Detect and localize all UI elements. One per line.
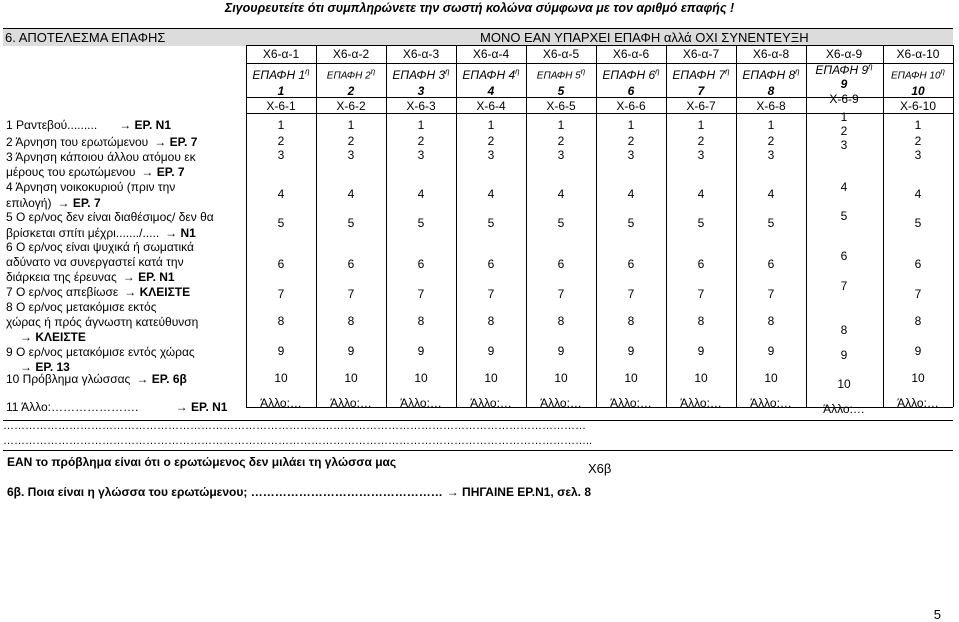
- other-option: 11 Άλλο:…………………. → ΕΡ. Ν1: [6, 400, 228, 414]
- column-code: X6-α-1: [262, 47, 300, 61]
- answer-code[interactable]: 9: [627, 344, 635, 358]
- answer-code[interactable]: 7: [557, 287, 565, 301]
- answer-code[interactable]: 3: [767, 148, 775, 162]
- instruction-note: Σιγουρευτείτε ότι συμπληρώνετε την σωστή κολώνα σύμφωνα με τον αριθμό επαφής !: [224, 1, 735, 15]
- answer-option-text: 3 Άρνηση κάποιου άλλου ατόμου εκ: [6, 150, 196, 164]
- answer-code[interactable]: 1: [767, 118, 775, 132]
- answer-code[interactable]: 8: [840, 323, 848, 337]
- answer-code[interactable]: 3: [697, 148, 705, 162]
- answer-code[interactable]: 10: [911, 371, 925, 385]
- contact-number: 9: [840, 77, 848, 91]
- answer-code[interactable]: 8: [277, 314, 285, 328]
- answer-option-text: 6 Ο ερ/νος είναι ψυχικά ή σωματικά: [6, 240, 194, 254]
- contact-number: 5: [557, 84, 565, 98]
- contact-label: ΕΠΑΦΗ $1^\eta$: [252, 67, 310, 82]
- answer-code[interactable]: 1: [417, 118, 425, 132]
- answer-code[interactable]: 1: [347, 118, 355, 132]
- answer-code[interactable]: 4: [697, 187, 705, 201]
- question-6b: 6β. Ποια είναι η γλώσσα του ερωτώμενου; ………………………………………… → ΠΗΓΑΙΝΕ ΕΡ.Ν1, σελ. 8: [7, 485, 592, 499]
- answer-code[interactable]: 9: [417, 344, 425, 358]
- answer-option-text: 1 Ραντεβού......... → ΕΡ. Ν1: [6, 118, 172, 132]
- answer-code[interactable]: 8: [557, 314, 565, 328]
- answer-code[interactable]: 6: [627, 257, 635, 271]
- other-cell[interactable]: Άλλο:…: [680, 396, 722, 410]
- answer-code[interactable]: 10: [414, 371, 428, 385]
- contact-label: ΕΠΑΦΗ $3^\eta$: [392, 67, 450, 82]
- answer-code[interactable]: 1: [487, 118, 495, 132]
- answer-code[interactable]: 4: [277, 187, 285, 201]
- dotted-line-1[interactable]: ……………………………………………………………………………………………………………………………………………: [3, 420, 586, 432]
- answer-code[interactable]: 7: [417, 287, 425, 301]
- answer-code[interactable]: 8: [627, 314, 635, 328]
- answer-code[interactable]: 3: [914, 148, 922, 162]
- answer-code[interactable]: 5: [277, 216, 285, 230]
- contact-label: ΕΠΑΦΗ $5^\eta$: [536, 67, 586, 82]
- answer-code[interactable]: 7: [627, 287, 635, 301]
- answer-option-text: 2 Άρνηση του ερωτώμενου → ΕΡ. 7: [6, 135, 198, 149]
- other-cell[interactable]: Άλλο:…: [610, 396, 652, 410]
- answer-code[interactable]: 7: [914, 287, 922, 301]
- answer-code[interactable]: 9: [487, 344, 495, 358]
- answer-option-text: 5 Ο ερ/νος δεν είναι διαθέσιμος/ δεν θα: [6, 210, 214, 224]
- answer-code[interactable]: 2: [914, 134, 922, 148]
- page-number: 5: [933, 607, 941, 622]
- contact-number: 1: [277, 84, 285, 98]
- language-condition: ΕΑΝ το πρόβλημα είναι ότι ο ερωτώμενος δεν μιλάει τη γλώσσα μας: [7, 455, 397, 469]
- other-cell[interactable]: Άλλο:…: [470, 396, 512, 410]
- column-code: X6-α-6: [612, 47, 650, 61]
- answer-code[interactable]: 8: [914, 314, 922, 328]
- column-subcode: X-6-4: [476, 99, 506, 113]
- language-code: X6β: [588, 461, 612, 476]
- answer-code[interactable]: 7: [487, 287, 495, 301]
- answer-code[interactable]: 9: [914, 344, 922, 358]
- contact-number: 10: [911, 84, 925, 98]
- answer-option-text: βρίσκεται σπίτι μέχρι......./..... → Ν1: [6, 226, 196, 240]
- column-subcode: X-6-10: [899, 99, 937, 113]
- contact-label: ΕΠΑΦΗ $7^\eta$: [672, 67, 730, 82]
- answer-code[interactable]: 5: [767, 216, 775, 230]
- answer-code[interactable]: 2: [840, 124, 848, 138]
- answer-code[interactable]: 3: [347, 148, 355, 162]
- other-cell[interactable]: Άλλο:…: [400, 396, 442, 410]
- answer-code[interactable]: 2: [767, 134, 775, 148]
- answer-option-text: μέρους του ερωτώμενου → ΕΡ. 7: [6, 165, 185, 179]
- answer-code[interactable]: 9: [277, 344, 285, 358]
- answer-code[interactable]: 10: [554, 371, 568, 385]
- contact-number: 6: [627, 84, 635, 98]
- section-banner: [3, 28, 953, 46]
- answer-code[interactable]: 2: [417, 134, 425, 148]
- answer-code[interactable]: 7: [767, 287, 775, 301]
- answer-code[interactable]: 1: [697, 118, 705, 132]
- answer-code[interactable]: 4: [487, 187, 495, 201]
- answer-code[interactable]: 9: [767, 344, 775, 358]
- other-cell[interactable]: Άλλο:…: [897, 396, 939, 410]
- answer-code[interactable]: 5: [697, 216, 705, 230]
- answer-option-text: → ΕΡ. 13: [20, 360, 70, 374]
- contact-label: ΕΠΑΦΗ $8^\eta$: [742, 67, 800, 82]
- answer-option-text: → ΚΛΕΙΣΤΕ: [20, 330, 86, 344]
- answer-option-text: διάρκεια της έρευνας → ΕΡ. Ν1: [6, 270, 175, 284]
- answer-option-text: 9 Ο ερ/νος μετακόμισε εντός χώρας: [6, 345, 195, 359]
- other-cell[interactable]: Άλλο:…: [750, 396, 792, 410]
- answer-code[interactable]: 8: [417, 314, 425, 328]
- answer-code[interactable]: 5: [840, 209, 848, 223]
- answer-code[interactable]: 2: [347, 134, 355, 148]
- section-condition: ΜΟΝΟ ΕΑΝ ΥΠΑΡΧΕΙ ΕΠΑΦΗ αλλά ΟΧΙ ΣΥΝΕΝΤΕΥΞΗ: [480, 30, 809, 45]
- answer-code[interactable]: 10: [344, 371, 358, 385]
- answer-code[interactable]: 5: [557, 216, 565, 230]
- answer-code[interactable]: 6: [277, 257, 285, 271]
- column-code: X6-α-4: [472, 47, 510, 61]
- answer-code[interactable]: 5: [347, 216, 355, 230]
- answer-code[interactable]: 2: [277, 134, 285, 148]
- answer-code[interactable]: 6: [557, 257, 565, 271]
- answer-code[interactable]: 6: [347, 257, 355, 271]
- other-cell[interactable]: Άλλο:…: [330, 396, 372, 410]
- answer-code[interactable]: 9: [557, 344, 565, 358]
- answer-code[interactable]: 6: [767, 257, 775, 271]
- answer-code[interactable]: 3: [487, 148, 495, 162]
- answer-code[interactable]: 1: [840, 110, 848, 124]
- column-code: X6-α-8: [752, 47, 790, 61]
- answer-code[interactable]: 10: [764, 371, 778, 385]
- answer-code[interactable]: 9: [840, 348, 848, 362]
- answer-code[interactable]: 3: [557, 148, 565, 162]
- column-subcode: X-6-9: [829, 92, 859, 106]
- answer-code[interactable]: 4: [767, 187, 775, 201]
- answer-code[interactable]: 3: [627, 148, 635, 162]
- column-subcode: X-6-2: [336, 99, 366, 113]
- column-subcode: X-6-1: [266, 99, 296, 113]
- answer-option-text: 4 Άρνηση νοικοκυριού (πριν την: [6, 180, 176, 194]
- answer-code[interactable]: 6: [914, 257, 922, 271]
- answer-code[interactable]: 3: [417, 148, 425, 162]
- answer-code[interactable]: 7: [840, 279, 848, 293]
- answer-code[interactable]: 9: [347, 344, 355, 358]
- grid-line: [246, 45, 953, 46]
- answer-code[interactable]: 5: [417, 216, 425, 230]
- column-subcode: X-6-5: [546, 99, 576, 113]
- contact-number: 2: [347, 84, 355, 98]
- answer-code[interactable]: 2: [557, 134, 565, 148]
- answer-code[interactable]: 1: [277, 118, 285, 132]
- answer-code[interactable]: 6: [840, 249, 848, 263]
- answer-code[interactable]: 4: [557, 187, 565, 201]
- section-title: 6. ΑΠΟΤΕΛΕΣΜΑ ΕΠΑΦΗΣ: [5, 30, 166, 45]
- other-cell[interactable]: Άλλο:…: [260, 396, 302, 410]
- answer-code[interactable]: 10: [624, 371, 638, 385]
- answer-code[interactable]: 10: [484, 371, 498, 385]
- answer-option-text: επιλογή) → ΕΡ. 7: [6, 196, 101, 210]
- answer-code[interactable]: 10: [694, 371, 708, 385]
- other-cell[interactable]: Άλλο:…: [823, 402, 865, 416]
- column-code: X6-α-5: [542, 47, 580, 61]
- contact-number: 7: [697, 84, 705, 98]
- answer-code[interactable]: 1: [914, 118, 922, 132]
- answer-code[interactable]: 10: [274, 371, 288, 385]
- column-code: X6-α-3: [402, 47, 440, 61]
- answer-option-text: 8 Ο ερ/νος μετακόμισε εκτός: [6, 300, 157, 314]
- contact-number: 8: [767, 84, 775, 98]
- contact-label: ΕΠΑΦΗ $6^\eta$: [602, 67, 660, 82]
- answer-code[interactable]: 3: [840, 138, 848, 152]
- column-code: X6-α-2: [332, 47, 370, 61]
- answer-code[interactable]: 8: [487, 314, 495, 328]
- contact-label: ΕΠΑΦΗ $10^\eta$: [891, 67, 945, 82]
- answer-code[interactable]: 8: [767, 314, 775, 328]
- answer-code[interactable]: 4: [417, 187, 425, 201]
- answer-code[interactable]: 7: [697, 287, 705, 301]
- answer-code[interactable]: 5: [627, 216, 635, 230]
- answer-code[interactable]: 8: [697, 314, 705, 328]
- contact-number: 3: [417, 84, 425, 98]
- dotted-line-2[interactable]: ……………………………………………………………………………………………………………………………………………..: [3, 435, 593, 447]
- answer-code[interactable]: 5: [487, 216, 495, 230]
- answer-option-text: χώρας ή πρός άγνωστη κατεύθυνση: [6, 315, 199, 329]
- answer-code[interactable]: 2: [627, 134, 635, 148]
- answer-code[interactable]: 7: [277, 287, 285, 301]
- answer-code[interactable]: 6: [487, 257, 495, 271]
- answer-code[interactable]: 4: [627, 187, 635, 201]
- column-code: X6-α-7: [682, 47, 720, 61]
- column-code: X6-α-10: [896, 47, 940, 61]
- contact-label: ΕΠΑΦΗ $9^\eta$: [815, 62, 873, 77]
- answer-code[interactable]: 5: [914, 216, 922, 230]
- answer-code[interactable]: 7: [347, 287, 355, 301]
- other-cell[interactable]: Άλλο:…: [540, 396, 582, 410]
- column-subcode: X-6-6: [616, 99, 646, 113]
- answer-code[interactable]: 4: [347, 187, 355, 201]
- grid-line: [3, 450, 953, 451]
- column-subcode: X-6-7: [686, 99, 716, 113]
- answer-code[interactable]: 8: [347, 314, 355, 328]
- answer-code[interactable]: 2: [697, 134, 705, 148]
- column-code: X6-α-9: [825, 47, 863, 61]
- answer-code[interactable]: 6: [417, 257, 425, 271]
- answer-code[interactable]: 2: [487, 134, 495, 148]
- answer-option-text: 10 Πρόβλημα γλώσσας → ΕΡ. 6β: [6, 372, 187, 386]
- column-subcode: X-6-3: [406, 99, 436, 113]
- contact-label: ΕΠΑΦΗ $2^\eta$: [326, 67, 376, 82]
- answer-code[interactable]: 3: [277, 148, 285, 162]
- answer-code[interactable]: 4: [840, 180, 848, 194]
- answer-code[interactable]: 10: [837, 377, 851, 391]
- answer-code[interactable]: 6: [697, 257, 705, 271]
- contact-number: 4: [487, 84, 495, 98]
- contact-label: ΕΠΑΦΗ $4^\eta$: [462, 67, 520, 82]
- answer-option-text: αδύνατο να συνεργαστεί κατά την: [6, 255, 184, 269]
- answer-code[interactable]: 1: [627, 118, 635, 132]
- answer-code[interactable]: 1: [557, 118, 565, 132]
- answer-code[interactable]: 9: [697, 344, 705, 358]
- answer-option-text: 7 Ο ερ/νος απεβίωσε → ΚΛΕΙΣΤΕ: [6, 285, 191, 299]
- answer-code[interactable]: 4: [914, 187, 922, 201]
- column-subcode: X-6-8: [756, 99, 786, 113]
